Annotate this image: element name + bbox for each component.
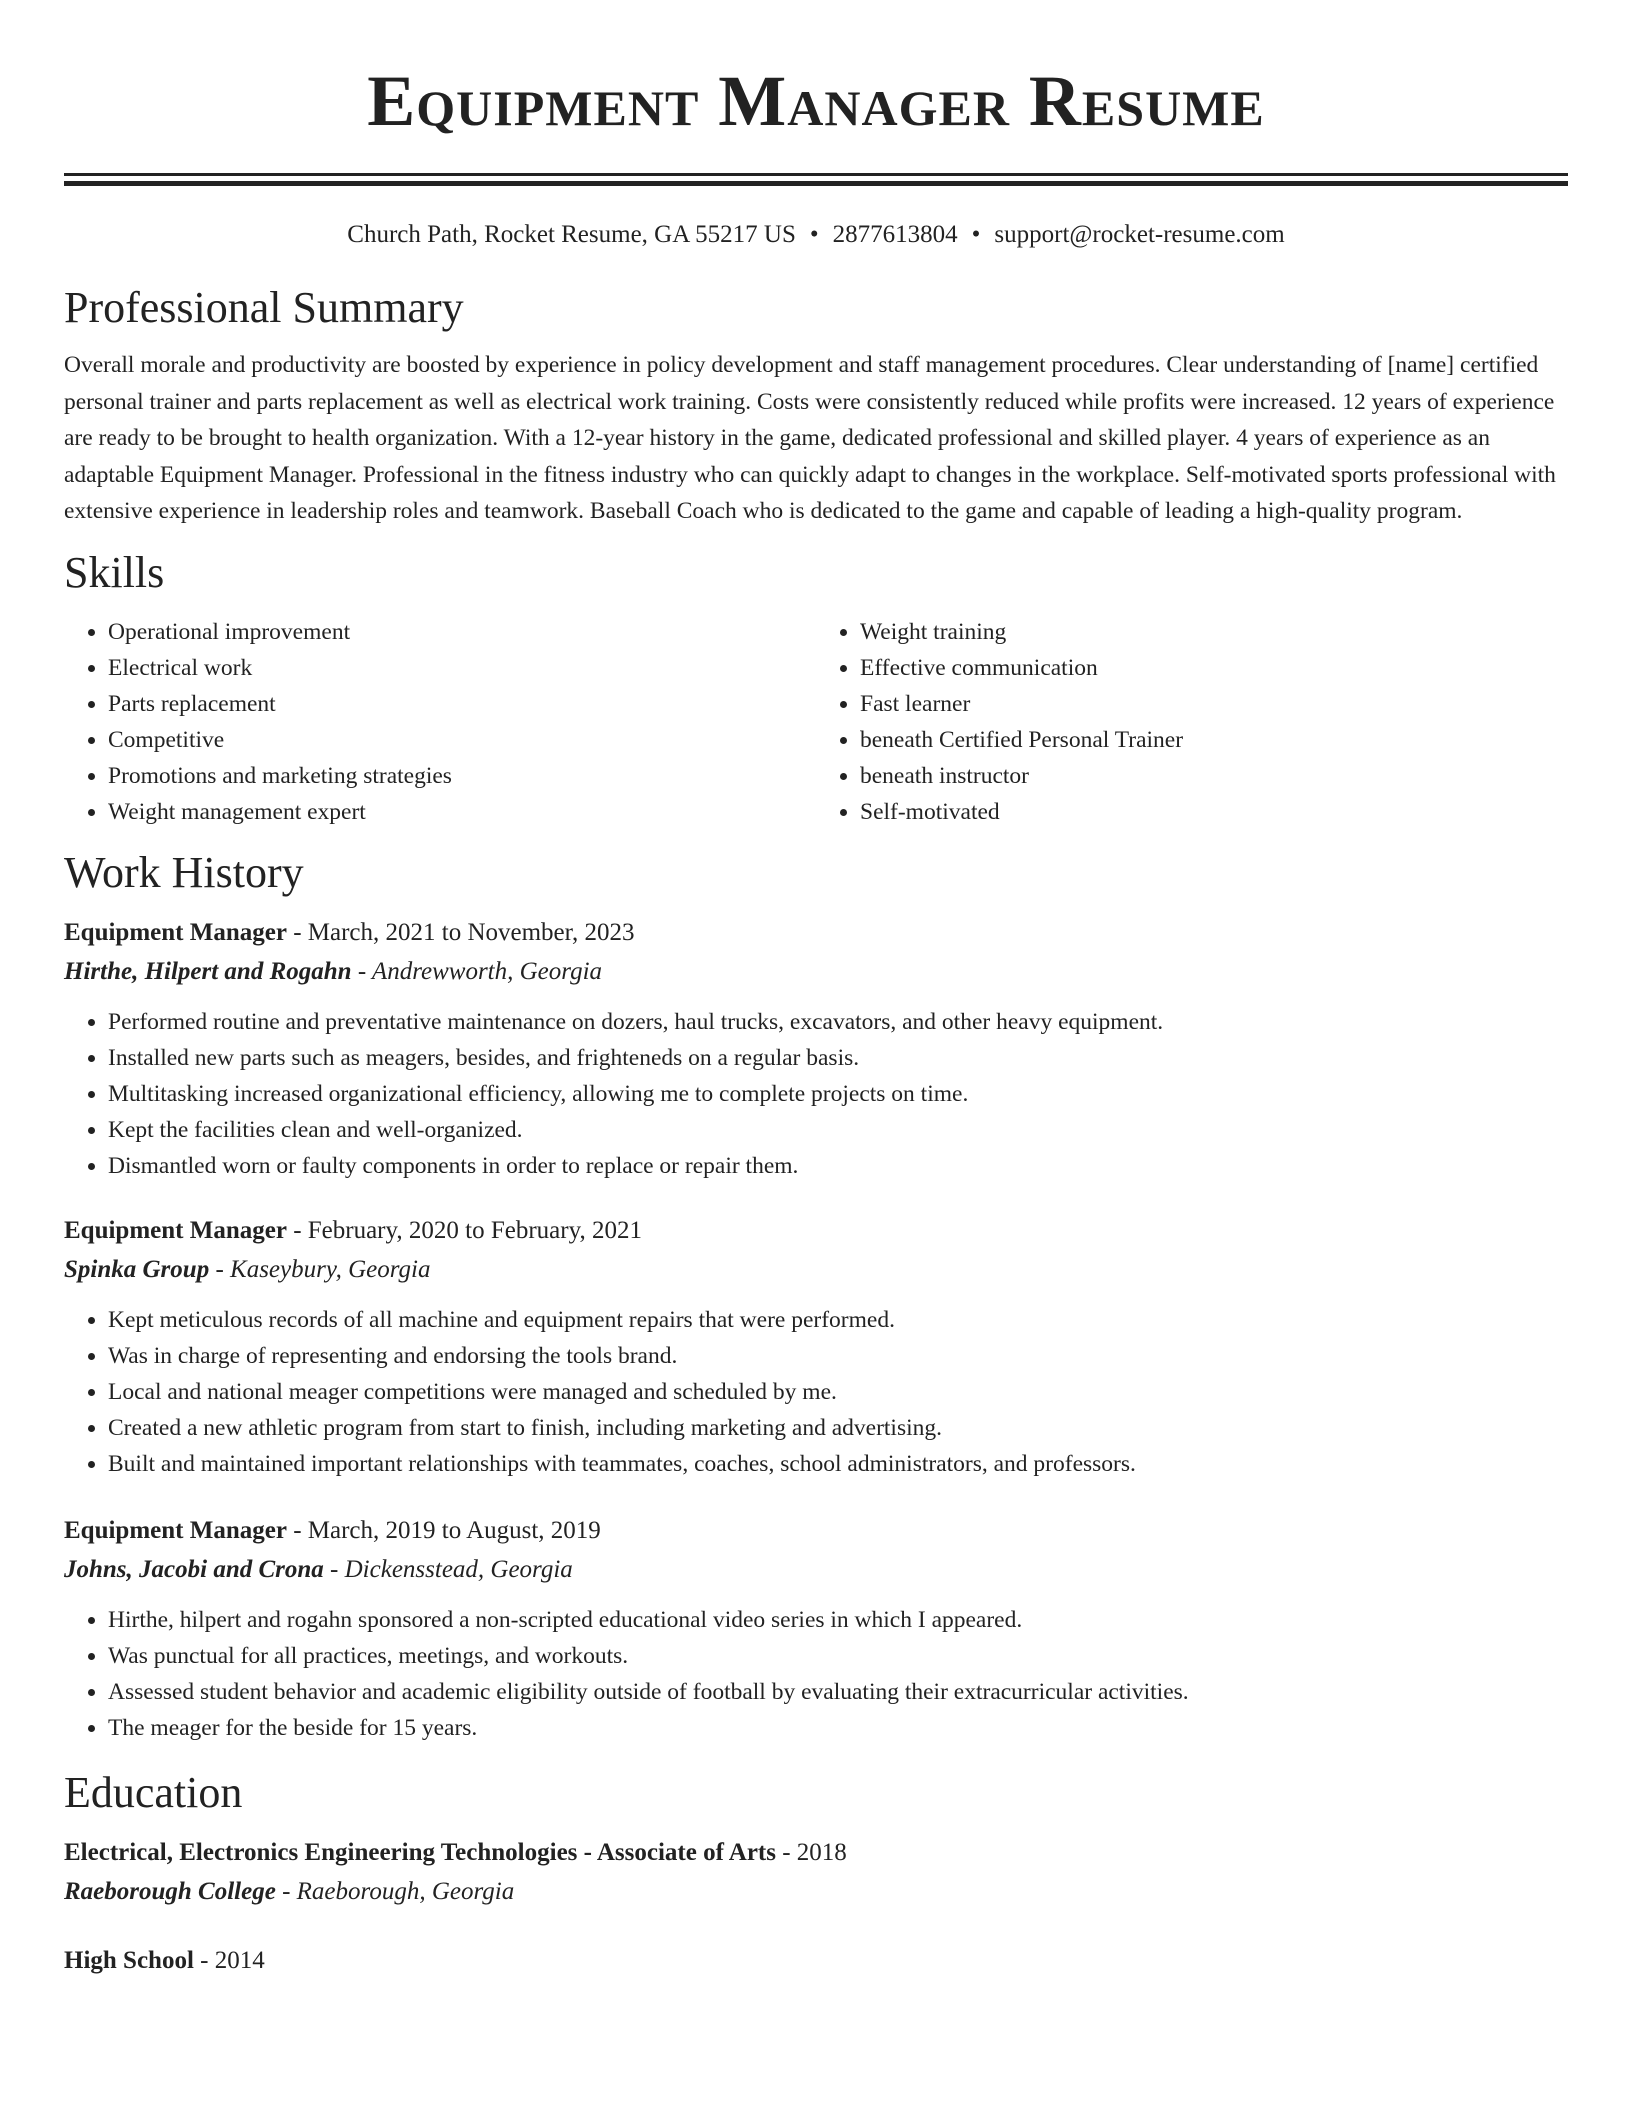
- job-bullet: • Installed new parts such as meagers, besides, and frighteneds on a regular basis.: [108, 1040, 1568, 1076]
- job-bullet: • Created a new athletic program from start to finish, including marketing and advertising.: [108, 1410, 1568, 1446]
- job-employer: [64, 1250, 1568, 1290]
- job-title: Equipment Manager: [64, 918, 287, 946]
- job-bullet: • Multitasking increased organizational efficiency, allowing me to complete projects on time.: [108, 1076, 1568, 1112]
- contact-email[interactable]: support@rocket-resume.com: [994, 221, 1285, 248]
- job-header: [64, 1212, 1568, 1250]
- job-employer: [64, 952, 1568, 992]
- contact-line: [64, 219, 1568, 251]
- skills-column-left: [64, 614, 816, 830]
- title-divider-thin: [64, 173, 1568, 176]
- skill-item: • Fast learner: [860, 686, 1568, 722]
- job-bullet: • Kept meticulous records of all machine and equipment repairs that were performed.: [108, 1302, 1568, 1338]
- job-entry: [64, 1212, 1568, 1482]
- skill-item: • Competitive: [108, 722, 816, 758]
- job-header: [64, 1512, 1568, 1550]
- job-title: Equipment Manager: [64, 1216, 287, 1244]
- contact-separator: •: [971, 221, 981, 248]
- job-dates: - February, 2020 to February, 2021: [286, 1216, 642, 1244]
- skill-item: • Weight management expert: [108, 794, 816, 830]
- job-location: - Andrewworth, Georgia: [351, 957, 603, 985]
- job-title: Equipment Manager: [64, 1516, 287, 1544]
- job-bullet: • Was in charge of representing and endorsing the tools brand.: [108, 1338, 1568, 1374]
- education-entry: [64, 1834, 1568, 1912]
- education-header: [64, 1834, 1568, 1872]
- job-location: - Kaseybury, Georgia: [209, 1255, 431, 1283]
- job-dates: - March, 2021 to November, 2023: [286, 918, 635, 946]
- summary-text: Overall morale and productivity are boosted by experience in policy development and staff management procedures. Clear understanding of [name] certified personal trainer and parts replacement as well as electrical work training. Costs were consistently reduced while profits were increased. 12 years of experience are ready to be brought to health organization. With a 12-year history in the game, dedicated professional and skilled player. 4 years of experience as an adaptable Equipment Manager. Professional in the fitness industry who can quickly adapt to changes in the workplace. Self-motivated sports professional with extensive experience in leadership roles and teamwork. Baseball Coach who is dedicated to the game and capable of leading a high-quality program.: [64, 352, 1556, 524]
- education-school-line: [64, 1872, 1568, 1912]
- job-bullet: • Performed routine and preventative maintenance on dozers, haul trucks, excavators, and other heavy equipment.: [108, 1004, 1568, 1040]
- contact-separator: •: [809, 221, 819, 248]
- job-company: Hirthe, Hilpert and Rogahn: [64, 957, 352, 985]
- job-bullet: • Was punctual for all practices, meetings, and workouts.: [108, 1638, 1568, 1674]
- education-degree: High School: [64, 1946, 194, 1974]
- education-degree: Electrical, Electronics Engineering Technologies - Associate of Arts: [64, 1838, 776, 1866]
- education-heading: Education: [64, 1767, 243, 1817]
- job-employer: [64, 1550, 1568, 1590]
- job-bullet: • Assessed student behavior and academic eligibility outside of football by evaluating their extracurricular activities.: [108, 1674, 1568, 1710]
- skill-item: • Self-motivated: [860, 794, 1568, 830]
- skills-list: [64, 614, 1568, 830]
- job-bullet: • Hirthe, hilpert and rogahn sponsored a non-scripted educational video series in which I appeared.: [108, 1602, 1568, 1638]
- job-bullet: • The meager for the beside for 15 years.: [108, 1710, 1568, 1746]
- skills-column-right: [816, 614, 1568, 830]
- job-bullet: • Dismantled worn or faulty components in order to replace or repair them.: [108, 1148, 1568, 1184]
- education-location: - Raeborough, Georgia: [275, 1877, 515, 1905]
- skills-heading: Skills: [64, 547, 165, 597]
- skill-item: • Operational improvement: [108, 614, 816, 650]
- summary-heading: Professional Summary: [64, 283, 464, 332]
- education-header: [64, 1942, 1568, 1980]
- education-year: - 2018: [775, 1838, 847, 1866]
- job-bullets: [64, 1602, 1568, 1746]
- job-bullet: • Local and national meager competitions were managed and scheduled by me.: [108, 1374, 1568, 1410]
- skill-item: • beneath Certified Personal Trainer: [860, 722, 1568, 758]
- job-location: - Dickensstead, Georgia: [323, 1555, 573, 1583]
- skill-item: • beneath instructor: [860, 758, 1568, 794]
- work-history-heading: Work History: [64, 847, 304, 897]
- skill-item: • Effective communication: [860, 650, 1568, 686]
- title-divider-thick: [64, 181, 1568, 186]
- job-bullet: • Built and maintained important relationships with teammates, coaches, school administrators, and professors.: [108, 1446, 1568, 1482]
- skill-item: • Weight training: [860, 614, 1568, 650]
- job-header: [64, 914, 1568, 952]
- education-entry: [64, 1942, 1568, 1980]
- education-school: Raeborough College: [64, 1877, 276, 1905]
- job-bullet: • Kept the facilities clean and well-organized.: [108, 1112, 1568, 1148]
- job-entry: [64, 914, 1568, 1184]
- skill-item: • Promotions and marketing strategies: [108, 758, 816, 794]
- skill-item: • Electrical work: [108, 650, 816, 686]
- job-company: Spinka Group: [64, 1255, 210, 1283]
- resume-title: Equipment Manager Resume: [367, 61, 1265, 141]
- contact-phone: 2877613804: [832, 221, 958, 248]
- education-year: - 2014: [193, 1946, 265, 1974]
- job-entry: [64, 1512, 1568, 1746]
- skill-item: • Parts replacement: [108, 686, 816, 722]
- job-dates: - March, 2019 to August, 2019: [286, 1516, 601, 1544]
- job-bullets: [64, 1004, 1568, 1184]
- job-company: Johns, Jacobi and Crona: [64, 1555, 324, 1583]
- job-bullets: [64, 1302, 1568, 1482]
- contact-address: Church Path, Rocket Resume, GA 55217 US: [347, 221, 796, 248]
